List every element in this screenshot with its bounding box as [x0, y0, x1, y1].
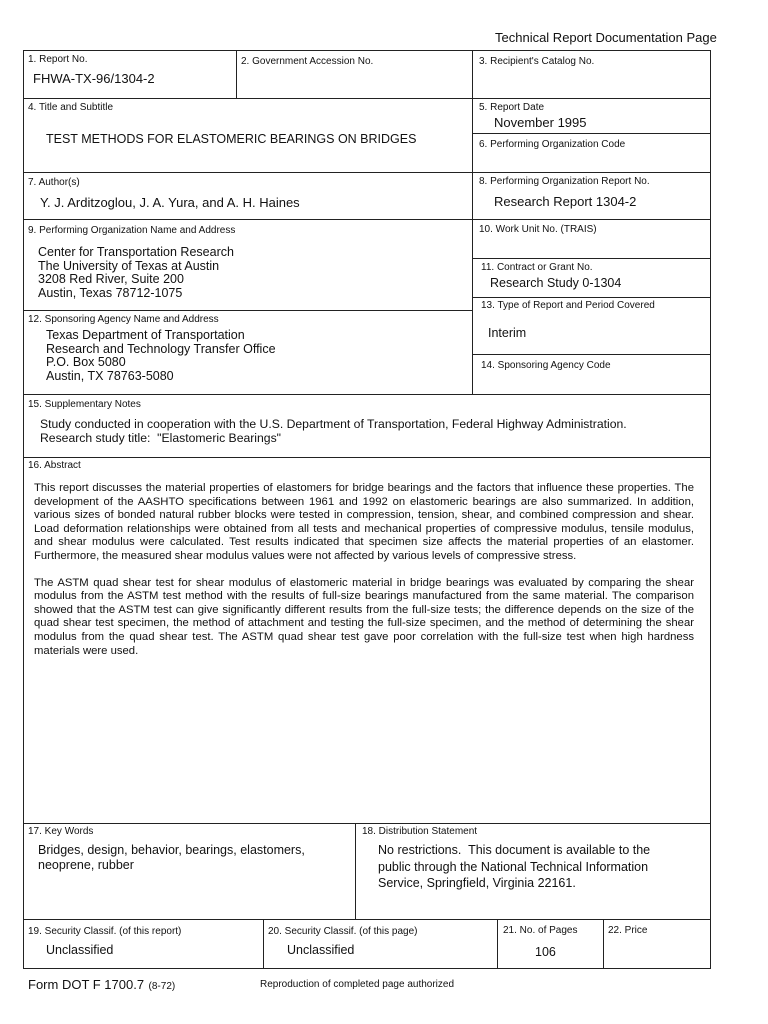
divider [23, 394, 711, 395]
distribution-label: 18. Distribution Statement [362, 826, 478, 837]
report-no-label: 1. Report No. [28, 54, 88, 65]
title-value: TEST METHODS FOR ELASTOMERIC BEARINGS ON BRIDGES [46, 132, 417, 146]
supplementary-notes-label: 15. Supplementary Notes [28, 399, 141, 410]
divider [23, 50, 24, 969]
recipient-catalog-label: 3. Recipient's Catalog No. [479, 56, 595, 67]
contract-grant-value: Research Study 0-1304 [490, 276, 622, 290]
divider [472, 50, 473, 394]
key-words [38, 843, 305, 873]
notes-line: Study conducted in cooperation with the U.S. Department of Transportation, Federal Highway Administration. [40, 417, 627, 431]
divider [23, 968, 711, 969]
address-line: Austin, Texas 78712-1075 [38, 285, 183, 300]
divider [23, 457, 711, 458]
divider [263, 919, 264, 968]
performing-org-report-label: 8. Performing Organization Report No. [479, 176, 650, 187]
divider [23, 50, 711, 51]
distribution-line: public through the National Technical Information [378, 859, 649, 874]
report-date-value: November 1995 [494, 115, 587, 130]
divider [710, 50, 711, 969]
divider [497, 919, 498, 968]
address-line: The University of Texas at Austin [38, 258, 220, 273]
divider [472, 258, 711, 259]
sponsoring-agency-label: 12. Sponsoring Agency Name and Address [28, 314, 219, 325]
divider [23, 219, 711, 220]
address-line: Research and Technology Transfer Office [46, 341, 276, 356]
contract-grant-label: 11. Contract or Grant No. [481, 262, 593, 273]
divider [23, 310, 472, 311]
performing-org-report-value: Research Report 1304-2 [494, 194, 637, 209]
divider [355, 823, 356, 919]
address-line: P.O. Box 5080 [46, 355, 126, 369]
distribution-line: Service, Springfield, Virginia 22161. [378, 876, 576, 890]
form-date: (8-72) [148, 981, 176, 992]
title-label: 4. Title and Subtitle [28, 102, 114, 113]
abstract-body [34, 482, 694, 671]
divider [236, 50, 237, 98]
divider [472, 133, 711, 134]
divider [472, 297, 711, 298]
address-line: Austin, TX 78763-5080 [46, 368, 174, 383]
address-line: Center for Transportation Research [38, 245, 234, 259]
report-type-value: Interim [488, 326, 527, 340]
divider [23, 823, 711, 824]
key-words-label: 17. Key Words [28, 826, 94, 837]
abstract-label: 16. Abstract [28, 460, 81, 471]
performing-org-name-label: 9. Performing Organization Name and Address [28, 225, 236, 236]
gov-accession-label: 2. Government Accession No. [241, 56, 374, 67]
key-words-line: Bridges, design, behavior, bearings, elastomers, [38, 843, 305, 857]
performing-org-address [38, 246, 234, 300]
form-number [28, 976, 175, 994]
address-line: Texas Department of Transportation [46, 328, 245, 342]
form-id: Form DOT F 1700.7 [28, 977, 145, 992]
divider [603, 919, 604, 968]
notes-line: Research study title: "Elastomeric Bearings" [40, 430, 281, 445]
reproduction-note: Reproduction of completed page authorized [260, 979, 455, 990]
num-pages-value: 106 [535, 945, 556, 959]
distribution-line: No restrictions. This document is available to the [378, 843, 651, 857]
divider [23, 919, 711, 920]
performing-org-code-label: 6. Performing Organization Code [479, 139, 626, 150]
abstract-paragraph: This report discusses the material properties of elastomers for bridge bearings and the factors that influence these properties. The development of the AASHTO specifications between 1961 and 1992 on elastomeric bearings are also summarized. In addition, various sizes of bonded natural rubber blocks were tested in compression, tension, shear, and combined compression and shear. Load deformation relationships were obtained from all tests and mechanical properties of compressive modulus, tensile modulus, and shear modulus were calculated. Test results indicated that specimen size affects the material properties of an elastomer. Furthermore, the measured shear modulus values were not affected by various levels of compressive stress. [34, 482, 694, 562]
page-title: Technical Report Documentation Page [495, 30, 717, 45]
abstract-paragraph: The ASTM quad shear test for shear modulus of elastomeric material in bridge bearings was evaluated by comparing the shear modulus from the ASTM test method with the results of full-size bearings manufactured from the same material. The comparison showed that the ASTM test can give significantly different results from the full-size tests; the difference depends on the size of the quad shear test specimen, the method of attachment and testing the full-size specimen, and the method of determining the shear modulus from the quad shear test. The ASTM quad shear test gave poor correlation with the full-size test when high hardness materials were used. [34, 576, 694, 657]
sponsoring-agency-code-label: 14. Sponsoring Agency Code [481, 360, 611, 371]
key-words-line: neoprene, rubber [38, 858, 134, 872]
security-page-label: 20. Security Classif. (of this page) [268, 926, 418, 937]
report-date-label: 5. Report Date [479, 102, 545, 113]
report-no-value: FHWA-TX-96/1304-2 [33, 71, 155, 86]
work-unit-label: 10. Work Unit No. (TRAIS) [479, 224, 597, 235]
distribution-statement [378, 842, 650, 892]
authors-value: Y. J. Arditzoglou, J. A. Yura, and A. H. Haines [40, 195, 300, 210]
authors-label: 7. Author(s) [28, 177, 80, 188]
report-type-label: 13. Type of Report and Period Covered [481, 300, 655, 311]
divider [472, 354, 711, 355]
sponsoring-agency-address [46, 329, 276, 383]
divider [23, 172, 711, 173]
supplementary-notes [40, 418, 627, 445]
security-report-value: Unclassified [46, 943, 114, 957]
num-pages-label: 21. No. of Pages [503, 925, 578, 936]
address-line: 3208 Red River, Suite 200 [38, 272, 184, 286]
divider [23, 98, 711, 99]
security-report-label: 19. Security Classif. (of this report) [28, 926, 182, 937]
price-label: 22. Price [608, 925, 648, 936]
security-page-value: Unclassified [287, 943, 355, 957]
